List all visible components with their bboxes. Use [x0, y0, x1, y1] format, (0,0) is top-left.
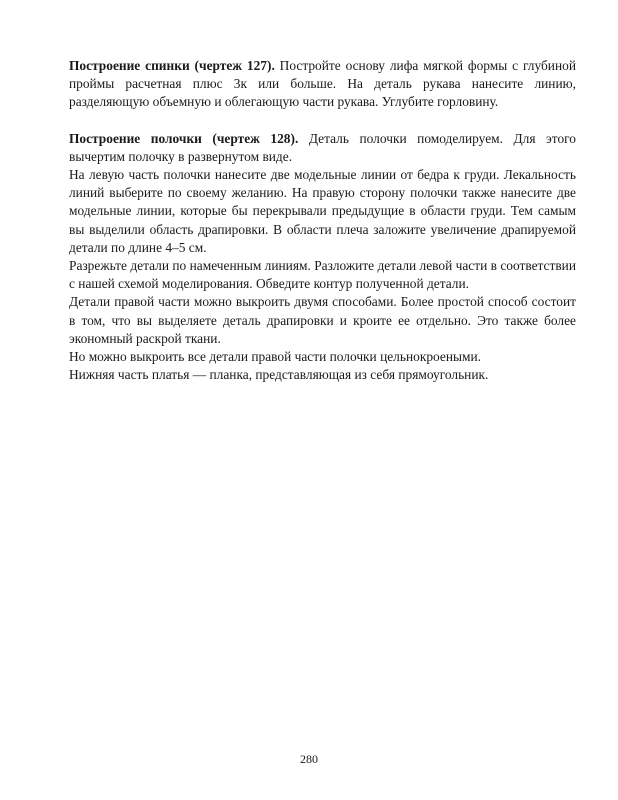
- paragraph: [69, 366, 576, 384]
- paragraph-text: Разрежьте детали по намеченным линиям. Разложите детали левой части в соответствии с нашей схемой моделирования. Обведите контур полученной детали.: [69, 258, 576, 292]
- paragraph-text: Но можно выкроить все детали правой части полочки цельнокроеными.: [69, 349, 481, 365]
- paragraph: [69, 293, 576, 348]
- paragraph-text: Нижняя часть платья — планка, представляющая из себя прямоугольник.: [69, 367, 489, 383]
- paragraph-text: Деталь полочки помоделируем. Для этого вычертим полочку в развернутом виде.: [69, 130, 576, 164]
- paragraph-text: На левую часть полочки нанесите две модельные линии от бедра к груди. Лекальность линий выберите по своему желанию. На правую сторону полочки также нанесите две модельные линии, которые бы перекрывали предыдущие в области груди. Тем самым вы выделили область драпировки. В области плеча заложите увеличение драпируемой детали по длине 4–5 см.: [69, 167, 576, 255]
- paragraph-front-construction: [69, 130, 576, 166]
- section-heading-back: Построение спинки (чертеж 127).: [69, 58, 275, 73]
- page-body: [69, 57, 576, 384]
- section-gap: [69, 112, 576, 130]
- paragraph: [69, 348, 576, 366]
- paragraph-text: Детали правой части можно выкроить двумя способами. Более простой способ состоит в том, что вы выделяете деталь драпировки и кроите ее отдельно. Это также более экономный раскрой ткани.: [69, 294, 576, 346]
- paragraph-back-construction: [69, 57, 576, 112]
- paragraph: [69, 257, 576, 293]
- section-heading-front: Построение полочки (чертеж 128).: [69, 130, 299, 146]
- paragraph-text: Постройте основу лифа мягкой формы с глубиной проймы расчетная плюс 3к или больше. На деталь рукава нанесите линию, разделяющую объемную и облегающую части рукава. Углубите горловину.: [69, 58, 576, 110]
- paragraph: [69, 166, 576, 257]
- page-number: 280: [300, 752, 318, 766]
